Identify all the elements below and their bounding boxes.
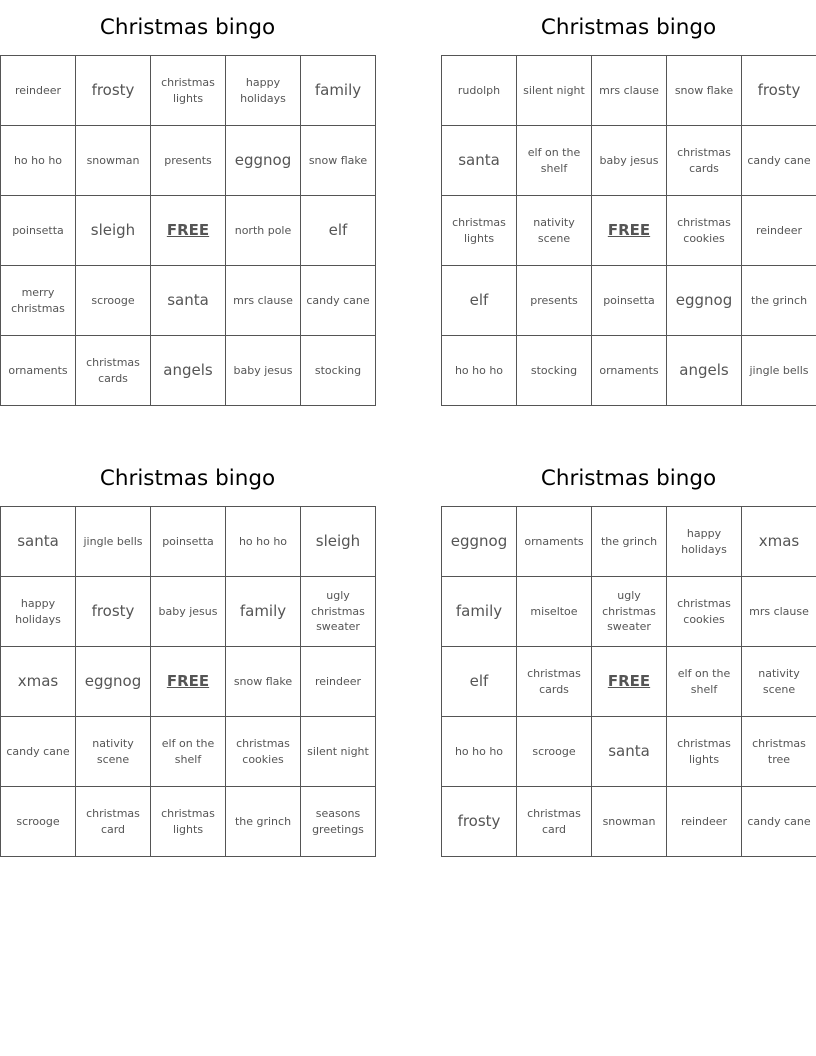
bingo-cell: mrs clause	[742, 577, 816, 647]
bingo-card-4	[441, 451, 816, 857]
bingo-cell: christmas lights	[442, 196, 517, 266]
bingo-cell: eggnog	[667, 266, 742, 336]
card-title: Christmas bingo	[99, 466, 276, 491]
bingo-cell: candy cane	[742, 787, 816, 857]
bingo-cell: ugly christmas sweater	[301, 577, 376, 647]
bingo-grid	[0, 506, 376, 857]
bingo-cell: baby jesus	[592, 126, 667, 196]
bingo-cell: nativity scene	[517, 196, 592, 266]
bingo-card-2	[441, 0, 816, 406]
bingo-cell: north pole	[226, 196, 301, 266]
bingo-cell: santa	[442, 126, 517, 196]
bingo-cell: the grinch	[592, 507, 667, 577]
bingo-cell: candy cane	[742, 126, 816, 196]
bingo-cell: frosty	[76, 577, 151, 647]
bingo-cell: elf	[442, 647, 517, 717]
bingo-cell: santa	[1, 507, 76, 577]
bingo-cell: the grinch	[742, 266, 816, 336]
bingo-cell: reindeer	[1, 56, 76, 126]
bingo-cell: scrooge	[76, 266, 151, 336]
bingo-cell: christmas cards	[517, 647, 592, 717]
bingo-cell: xmas	[742, 507, 816, 577]
bingo-cell: elf	[442, 266, 517, 336]
bingo-cell: christmas lights	[151, 56, 226, 126]
bingo-cell: family	[301, 56, 376, 126]
bingo-cell: the grinch	[226, 787, 301, 857]
bingo-cell: eggnog	[76, 647, 151, 717]
bingo-cell: reindeer	[301, 647, 376, 717]
bingo-cell: merry christmas	[1, 266, 76, 336]
bingo-cell: happy holidays	[1, 577, 76, 647]
bingo-cell: christmas cookies	[667, 196, 742, 266]
bingo-cell: nativity scene	[742, 647, 816, 717]
bingo-cell: baby jesus	[151, 577, 226, 647]
bingo-cell: angels	[667, 336, 742, 406]
bingo-cell: sleigh	[301, 507, 376, 577]
bingo-cell: miseltoe	[517, 577, 592, 647]
bingo-cell: christmas lights	[667, 717, 742, 787]
bingo-cell: ho ho ho	[442, 336, 517, 406]
bingo-cell: snowman	[592, 787, 667, 857]
bingo-cell: snow flake	[301, 126, 376, 196]
bingo-cell: santa	[151, 266, 226, 336]
bingo-cell: mrs clause	[226, 266, 301, 336]
bingo-cell: candy cane	[1, 717, 76, 787]
bingo-cell: eggnog	[442, 507, 517, 577]
bingo-cell: ornaments	[592, 336, 667, 406]
bingo-cell: christmas card	[517, 787, 592, 857]
bingo-cell: christmas tree	[742, 717, 816, 787]
bingo-cell: presents	[517, 266, 592, 336]
bingo-cell: jingle bells	[76, 507, 151, 577]
bingo-cell: eggnog	[226, 126, 301, 196]
bingo-grid	[441, 55, 816, 406]
bingo-cell: frosty	[76, 56, 151, 126]
bingo-cell: elf on the shelf	[151, 717, 226, 787]
bingo-cell: baby jesus	[226, 336, 301, 406]
bingo-cell: christmas cards	[667, 126, 742, 196]
bingo-card-3	[0, 451, 375, 857]
bingo-cell: ornaments	[1, 336, 76, 406]
bingo-cell: scrooge	[1, 787, 76, 857]
free-space-cell: FREE	[151, 647, 226, 717]
bingo-cell: mrs clause	[592, 56, 667, 126]
bingo-cell: sleigh	[76, 196, 151, 266]
card-title: Christmas bingo	[540, 15, 717, 40]
bingo-cell: stocking	[517, 336, 592, 406]
bingo-grid	[0, 55, 376, 406]
bingo-cell: ornaments	[517, 507, 592, 577]
card-title: Christmas bingo	[540, 466, 717, 491]
bingo-cell: reindeer	[742, 196, 816, 266]
bingo-cell: christmas cookies	[226, 717, 301, 787]
bingo-cell: christmas cookies	[667, 577, 742, 647]
bingo-cell: ho ho ho	[1, 126, 76, 196]
bingo-cell: ho ho ho	[226, 507, 301, 577]
bingo-cell: stocking	[301, 336, 376, 406]
bingo-cell: ho ho ho	[442, 717, 517, 787]
bingo-cell: snow flake	[226, 647, 301, 717]
bingo-cell: ugly christmas sweater	[592, 577, 667, 647]
bingo-cell: happy holidays	[667, 507, 742, 577]
free-space-cell: FREE	[592, 647, 667, 717]
bingo-cell: snow flake	[667, 56, 742, 126]
bingo-cell: christmas lights	[151, 787, 226, 857]
bingo-cell: jingle bells	[742, 336, 816, 406]
bingo-cell: poinsetta	[1, 196, 76, 266]
bingo-cell: snowman	[76, 126, 151, 196]
bingo-cell: christmas cards	[76, 336, 151, 406]
bingo-grid	[441, 506, 816, 857]
bingo-cell: seasons greetings	[301, 787, 376, 857]
free-space-cell: FREE	[592, 196, 667, 266]
bingo-card-1	[0, 0, 375, 406]
bingo-cell: scrooge	[517, 717, 592, 787]
bingo-cell: family	[442, 577, 517, 647]
card-title: Christmas bingo	[99, 15, 276, 40]
bingo-cell: frosty	[442, 787, 517, 857]
bingo-cell: silent night	[301, 717, 376, 787]
bingo-cell: silent night	[517, 56, 592, 126]
bingo-cell: elf on the shelf	[517, 126, 592, 196]
free-space-cell: FREE	[151, 196, 226, 266]
bingo-cell: elf on the shelf	[667, 647, 742, 717]
bingo-cell: angels	[151, 336, 226, 406]
bingo-cell: rudolph	[442, 56, 517, 126]
bingo-cell: happy holidays	[226, 56, 301, 126]
bingo-cell: family	[226, 577, 301, 647]
bingo-cell: santa	[592, 717, 667, 787]
bingo-cell: poinsetta	[592, 266, 667, 336]
bingo-cell: elf	[301, 196, 376, 266]
bingo-cell: xmas	[1, 647, 76, 717]
bingo-cell: poinsetta	[151, 507, 226, 577]
bingo-cell: nativity scene	[76, 717, 151, 787]
bingo-cell: christmas card	[76, 787, 151, 857]
bingo-cell: presents	[151, 126, 226, 196]
bingo-cell: candy cane	[301, 266, 376, 336]
bingo-cell: frosty	[742, 56, 816, 126]
bingo-cell: reindeer	[667, 787, 742, 857]
